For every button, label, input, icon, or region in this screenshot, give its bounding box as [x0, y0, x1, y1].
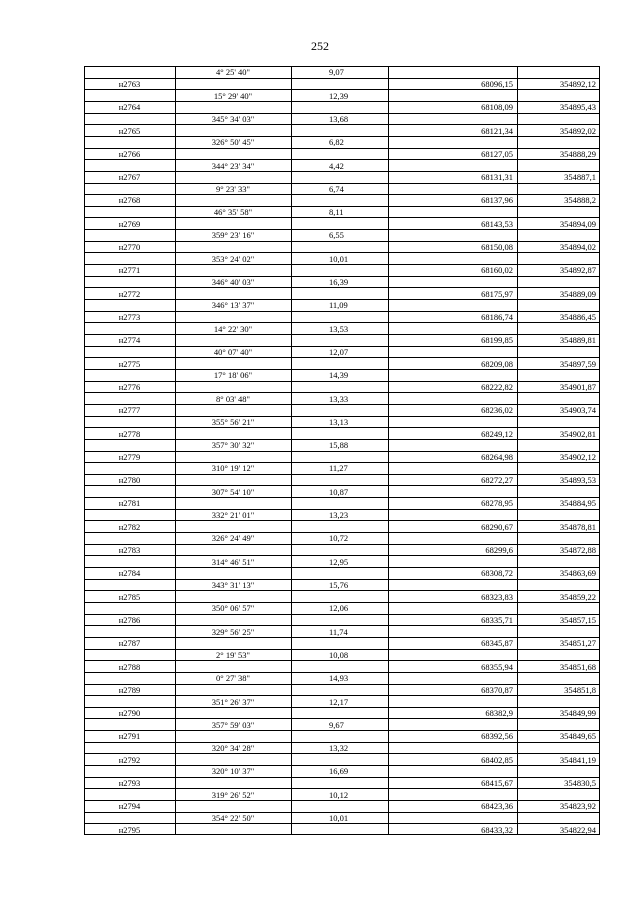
- coordinate-x: 68137,96: [481, 195, 513, 206]
- point-name: н2787: [118, 638, 141, 649]
- coordinate-y: 354901,87: [559, 381, 596, 392]
- direction-angle: 15° 29' 40": [213, 90, 253, 101]
- segment-length: 10,72: [329, 533, 349, 544]
- coordinate-x: 68308,72: [481, 568, 513, 579]
- segment-length: 16,39: [329, 277, 349, 288]
- coordinate-y: 354849,99: [559, 708, 596, 719]
- point-name: н2778: [118, 428, 141, 439]
- coordinate-x: 68127,05: [481, 148, 513, 159]
- segment-length: 12,07: [329, 346, 349, 357]
- point-name: н2770: [118, 242, 141, 253]
- point-name: н2772: [118, 288, 141, 299]
- coordinate-x: 68335,71: [481, 614, 513, 625]
- point-name: н2786: [118, 614, 141, 625]
- direction-angle: 346° 13' 37": [211, 300, 255, 311]
- point-name: н2769: [118, 218, 141, 229]
- segment-length: 15,76: [329, 579, 349, 590]
- direction-angle: 353° 24' 02": [211, 253, 255, 264]
- direction-angle: 307° 54' 10": [211, 486, 255, 497]
- coordinate-y: 354830,5: [564, 778, 596, 789]
- coordinate-y: 354872,88: [559, 545, 596, 556]
- point-name: н2767: [118, 172, 141, 183]
- coordinate-x: 68249,12: [481, 428, 513, 439]
- coordinate-y: 354851,8: [564, 684, 596, 695]
- point-name: н2783: [118, 545, 141, 556]
- segment-length: 10,08: [329, 649, 349, 660]
- point-name: н2788: [118, 661, 141, 672]
- point-name: н2764: [118, 102, 141, 113]
- point-name: н2763: [118, 78, 141, 89]
- direction-angle: 17° 18' 06": [213, 370, 253, 381]
- coordinate-x: 68272,27: [481, 475, 513, 486]
- direction-angle: 350° 06' 57": [211, 603, 255, 614]
- coordinate-y: 354903,74: [559, 405, 596, 416]
- coordinate-x: 68345,87: [481, 638, 513, 649]
- segment-length: 8,11: [329, 207, 344, 218]
- direction-angle: 310° 19' 12": [211, 463, 255, 474]
- coordinate-y: 354849,65: [559, 731, 596, 742]
- coordinate-x: 68370,87: [481, 684, 513, 695]
- segment-length: 6,55: [329, 230, 344, 241]
- coordinate-y: 354894,09: [559, 218, 596, 229]
- segment-length: 4,42: [329, 160, 344, 171]
- segment-length: 12,95: [329, 556, 349, 567]
- coordinate-y: 354892,12: [559, 78, 596, 89]
- point-name: н2781: [118, 498, 141, 509]
- point-name: н2777: [118, 405, 141, 416]
- point-name: н2784: [118, 568, 141, 579]
- point-name: н2789: [118, 684, 141, 695]
- coordinate-y: 354851,27: [559, 638, 596, 649]
- coordinate-y: 354886,45: [559, 312, 596, 322]
- segment-length: 14,39: [329, 370, 349, 381]
- coordinate-x: 68264,98: [481, 451, 513, 462]
- coordinate-x: 68278,95: [481, 498, 513, 509]
- direction-angle: 46° 35' 58": [213, 207, 253, 218]
- segment-length: 6,82: [329, 137, 344, 148]
- point-name: н2779: [118, 451, 141, 462]
- direction-angle: 346° 40' 03": [211, 277, 255, 288]
- point-name: н2795: [118, 824, 141, 835]
- coordinate-x: 68186,74: [481, 312, 513, 322]
- coordinate-x: 68433,32: [481, 824, 513, 835]
- point-name: н2791: [118, 731, 141, 742]
- segment-length: 10,01: [329, 253, 349, 264]
- segment-length: 11,09: [329, 300, 348, 311]
- coordinate-x: 68160,02: [481, 265, 513, 276]
- coordinate-y: 354878,81: [559, 521, 596, 532]
- direction-angle: 329° 56' 25": [211, 626, 255, 637]
- direction-angle: 359° 23' 16": [211, 230, 255, 241]
- point-name: н2792: [118, 754, 141, 765]
- coordinate-y: 354893,53: [559, 475, 596, 486]
- coordinate-x: 68423,36: [481, 801, 513, 812]
- coordinate-x: 68143,53: [481, 218, 513, 229]
- point-name: н2766: [118, 148, 141, 159]
- coordinate-y: 354857,15: [559, 614, 596, 625]
- direction-angle: 0° 27' 38": [216, 673, 250, 684]
- segment-length: 6,74: [329, 183, 344, 194]
- point-name: н2780: [118, 475, 141, 486]
- coordinate-x: 68096,15: [481, 78, 513, 89]
- coordinate-x: 68236,02: [481, 405, 513, 416]
- coordinate-x: 68175,97: [481, 288, 513, 299]
- segment-length: 10,87: [329, 486, 349, 497]
- coordinate-y: 354888,29: [559, 148, 596, 159]
- coordinate-y: 354892,87: [559, 265, 596, 276]
- point-name: н2790: [118, 708, 141, 719]
- coordinates-table: [84, 66, 600, 835]
- coordinate-y: 354892,02: [559, 125, 596, 136]
- coordinate-y: 354884,95: [559, 498, 596, 509]
- direction-angle: 354° 22' 50": [211, 813, 255, 824]
- segment-length: 10,12: [329, 789, 349, 800]
- point-name: н2768: [118, 195, 141, 206]
- coordinate-x: 68415,67: [481, 778, 513, 789]
- direction-angle: 2° 19' 53": [216, 649, 250, 660]
- direction-angle: 320° 34' 28": [211, 743, 255, 754]
- coordinate-x: 68392,56: [481, 731, 513, 742]
- segment-length: 15,88: [329, 440, 349, 451]
- direction-angle: 344° 23' 34": [211, 160, 255, 171]
- coordinate-x: 68382,9: [485, 708, 513, 719]
- coordinate-x: 68290,67: [481, 521, 513, 532]
- direction-angle: 9° 23' 33": [216, 183, 250, 194]
- segment-length: 12,06: [329, 603, 349, 614]
- coordinate-y: 354863,69: [559, 568, 596, 579]
- coordinate-y: 354823,92: [559, 801, 596, 812]
- direction-angle: 314° 46' 51": [211, 556, 255, 567]
- page-number: 252: [311, 39, 329, 53]
- direction-angle: 357° 59' 03": [211, 719, 255, 730]
- point-name: н2794: [118, 801, 141, 812]
- coordinate-y: 354902,12: [559, 451, 596, 462]
- direction-angle: 14° 22' 30": [213, 323, 253, 334]
- direction-angle: 343° 31' 13": [211, 579, 255, 590]
- segment-length: 14,93: [329, 673, 349, 684]
- coordinate-x: 68355,94: [481, 661, 513, 672]
- segment-length: 13,13: [329, 416, 349, 427]
- direction-angle: 326° 50' 45": [211, 137, 255, 148]
- coordinate-x: 68121,34: [481, 125, 513, 136]
- coordinate-y: 354851,68: [559, 661, 596, 672]
- segment-length: 11,27: [329, 463, 348, 474]
- direction-angle: 345° 34' 03": [211, 113, 255, 124]
- point-name: н2785: [118, 591, 141, 602]
- coordinate-x: 68402,85: [481, 754, 513, 765]
- direction-angle: 320° 10' 37": [211, 766, 255, 777]
- segment-length: 12,17: [329, 696, 349, 707]
- coordinate-y: 354902,81: [559, 428, 596, 439]
- coordinate-y: 354889,81: [559, 335, 596, 346]
- point-name: н2793: [118, 778, 141, 789]
- direction-angle: 332° 21' 01": [211, 510, 255, 521]
- point-name: н2771: [118, 265, 141, 276]
- coordinate-y: 354897,59: [559, 358, 596, 369]
- direction-angle: 351° 26' 37": [211, 696, 255, 707]
- point-name: н2765: [118, 125, 141, 136]
- segment-length: 13,32: [329, 743, 349, 754]
- segment-length: 11,74: [329, 626, 348, 637]
- segment-length: 13,23: [329, 510, 349, 521]
- point-name: н2775: [118, 358, 141, 369]
- coordinate-y: 354894,02: [559, 242, 596, 253]
- segment-length: 9,67: [329, 719, 344, 730]
- coordinate-x: 68209,08: [481, 358, 513, 369]
- direction-angle: 326° 24' 49": [211, 533, 255, 544]
- segment-length: 10,01: [329, 813, 349, 824]
- segment-length: 12,39: [329, 90, 349, 101]
- segment-length: 16,69: [329, 766, 349, 777]
- direction-angle: 40° 07' 40": [213, 346, 253, 357]
- point-name: н2774: [118, 335, 141, 346]
- direction-angle: 357° 30' 32": [211, 440, 255, 451]
- coordinate-y: 354859,22: [559, 591, 596, 602]
- coordinate-y: 354841,19: [559, 754, 596, 765]
- coordinate-y: 354888,2: [564, 195, 596, 206]
- direction-angle: 319° 26' 52": [211, 789, 255, 800]
- segment-length: 9,07: [329, 67, 344, 78]
- coordinate-x: 68323,83: [481, 591, 513, 602]
- coordinate-y: 354889,09: [559, 288, 596, 299]
- segment-length: 13,68: [329, 113, 349, 124]
- coordinate-y: 354822,94: [559, 824, 596, 835]
- point-name: н2776: [118, 381, 141, 392]
- direction-angle: 8° 03' 48": [216, 393, 250, 404]
- coordinate-x: 68299,6: [485, 545, 513, 556]
- coordinate-y: 354887,1: [564, 172, 596, 183]
- coordinate-x: 68150,08: [481, 242, 513, 253]
- coordinate-x: 68222,82: [481, 381, 513, 392]
- coordinate-x: 68199,85: [481, 335, 513, 346]
- direction-angle: 4° 25' 40": [216, 67, 250, 78]
- coordinate-x: 68131,31: [481, 172, 513, 183]
- point-name: н2773: [118, 312, 141, 322]
- coordinate-x: 68108,09: [481, 102, 513, 113]
- segment-length: 13,53: [329, 323, 349, 334]
- segment-length: 13,33: [329, 393, 349, 404]
- point-name: н2782: [118, 521, 141, 532]
- coordinate-y: 354895,43: [559, 102, 596, 113]
- direction-angle: 355° 56' 21": [211, 416, 255, 427]
